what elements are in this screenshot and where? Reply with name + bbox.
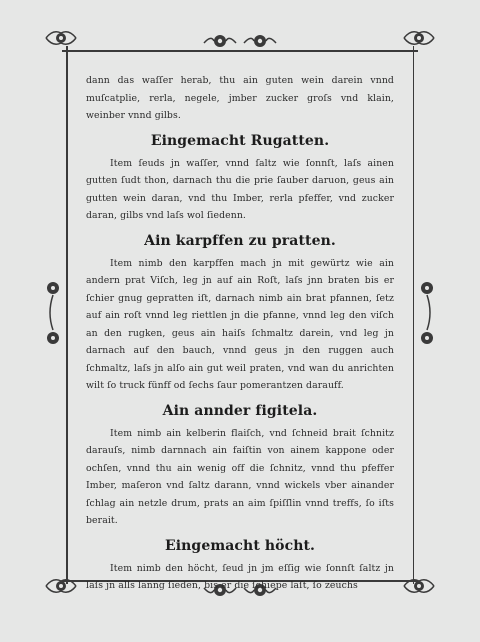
recipe-body: Item ſeuds jn waſſer, vnnd ſaltz wie ſonnſt, laſs ainen gutten ſudt thon, darnach thu die prie ſauber daruon, geus ain gutten wein daran, vnd thu Imber, rerla pfeffer, vnd zucker daran, gilbs vnd laſs wol ſiedenn. bbox=[86, 157, 394, 221]
frame-top-rule bbox=[62, 50, 418, 52]
corner-flourish-icon bbox=[44, 574, 78, 598]
recipe-body: Item nimb ain kelberin flaiſch, vnd ſchneid brait ſchnitz darauſs, nimb darnnach ain faiſtin von ainem kappone oder ochſen, vnnd thu ain wenig off die ſchnitz, vnnd thu pfeffer Imber, maſeron vnd ſaltz darann, vnnd wickels vber ainander ſchlag ain netzle drum, prats an aim ſpiſſlin vnnd treffs, ſo iſts berait. bbox=[86, 427, 394, 526]
recipe-body: Item nimb den karpffen mach jn mit gewürtz wie ain andern prat Viſch, leg jn auf ain Roſt, laſs jnn braten bis er ſchier gnug gepratten iſt, darnach nimb ain brat pfannen, ſetz auf ain roſt vnnd leg riettlen jn die pfanne, vnnd leg den viſch an den rugken, geus ain haiſs ſchmaltz darein, vnd leg jn darnach auf den bauch, vnnd geus jn den ruggen auch ſchmaltz, laſs jn alſo ain gut weil praten, vnd wan du anrichten wilt ſo truck fünff od ſechs ſaur pomerantzen darauff. bbox=[86, 257, 394, 391]
page-text-block bbox=[86, 72, 394, 595]
corner-flourish-icon bbox=[402, 574, 436, 598]
rosette-icon bbox=[416, 278, 438, 348]
recipe-title: Eingemacht Rugatten. bbox=[150, 132, 330, 149]
rosette-flourish-icon bbox=[243, 29, 277, 53]
recipe-title: Ain annder figitela. bbox=[162, 402, 318, 419]
rosette-icon bbox=[42, 278, 64, 348]
recipe-title: Eingemacht höcht. bbox=[164, 537, 316, 554]
frame-right-rule bbox=[413, 46, 415, 584]
corner-flourish-icon bbox=[44, 26, 78, 50]
recipe-title: Ain karpffen zu pratten. bbox=[144, 232, 336, 249]
intro-paragraph: dann das waſſer herab, thu ain guten wein darein vnnd muſcatplie, rerla, negele, jmber zucker groſs vnd klain, weinber vnnd gilbs. bbox=[86, 75, 394, 121]
rosette-flourish-icon bbox=[203, 29, 237, 53]
frame-left-rule bbox=[66, 46, 68, 584]
corner-flourish-icon bbox=[402, 26, 436, 50]
recipe-body: Item nimb den höcht, ſeud jn jm eſſig wie ſonnſt ſaltz jn laſs jn alls lanng ſieden, bis er die ſchiepe laſt, ſo zeuchs bbox=[86, 562, 394, 591]
